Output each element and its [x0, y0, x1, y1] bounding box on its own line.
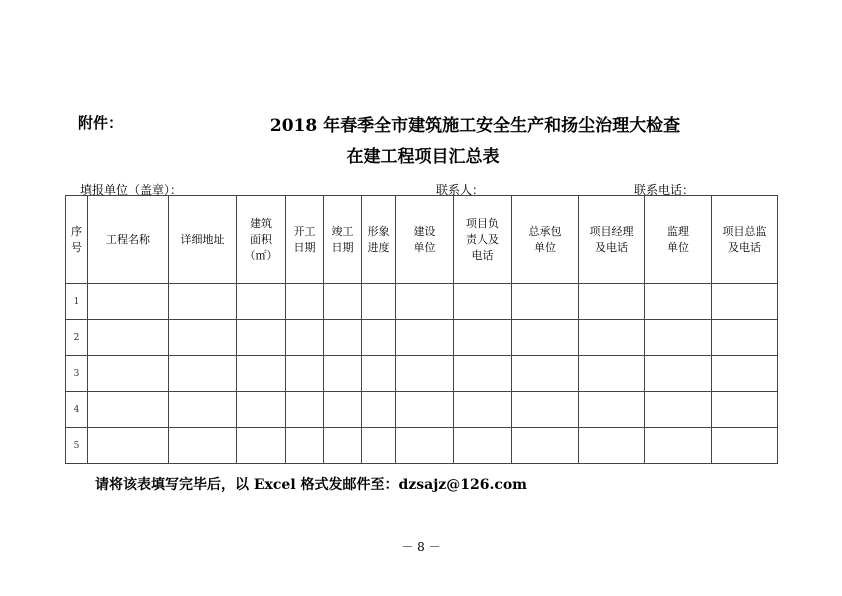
row-number: 1	[66, 284, 88, 320]
table-cell[interactable]	[88, 356, 169, 392]
table-cell[interactable]	[712, 392, 778, 428]
table-row	[66, 284, 778, 320]
table-header-row	[66, 196, 778, 284]
header-seq: 序 号	[66, 196, 88, 284]
table-cell[interactable]	[237, 392, 286, 428]
table-cell[interactable]	[712, 320, 778, 356]
table-cell[interactable]	[645, 356, 712, 392]
table-cell[interactable]	[396, 356, 454, 392]
table-cell[interactable]	[454, 428, 512, 464]
table-row	[66, 392, 778, 428]
header-general-contractor: 总承包 单位	[512, 196, 579, 284]
table-cell[interactable]	[579, 320, 645, 356]
header-completion-date: 竣工 日期	[324, 196, 362, 284]
header-area: 建筑 面积 （㎡）	[237, 196, 286, 284]
table-cell[interactable]	[579, 356, 645, 392]
table-cell[interactable]	[712, 284, 778, 320]
table-row	[66, 320, 778, 356]
table-cell[interactable]	[579, 284, 645, 320]
header-progress: 形象 进度	[362, 196, 396, 284]
table-cell[interactable]	[512, 428, 579, 464]
table-cell[interactable]	[286, 284, 324, 320]
table-row	[66, 428, 778, 464]
table-cell[interactable]	[645, 320, 712, 356]
header-address: 详细地址	[169, 196, 237, 284]
table-cell[interactable]	[169, 428, 237, 464]
table-cell[interactable]	[324, 392, 362, 428]
table-cell[interactable]	[286, 320, 324, 356]
document-title: 2018 年春季全市建筑施工安全生产和扬尘治理大检查	[269, 116, 681, 136]
table-cell[interactable]	[88, 320, 169, 356]
table-cell[interactable]	[512, 356, 579, 392]
header-start-date: 开工 日期	[286, 196, 324, 284]
header-project-name: 工程名称	[88, 196, 169, 284]
table-cell[interactable]	[362, 428, 396, 464]
table-cell[interactable]	[712, 356, 778, 392]
table-cell[interactable]	[88, 284, 169, 320]
header-project-lead: 项目负 责人及 电话	[454, 196, 512, 284]
row-number: 3	[66, 356, 88, 392]
table-cell[interactable]	[88, 428, 169, 464]
table-cell[interactable]	[712, 428, 778, 464]
table-cell[interactable]	[286, 392, 324, 428]
row-number: 2	[66, 320, 88, 356]
table-cell[interactable]	[362, 392, 396, 428]
fill-phone-label: 联系电话：	[634, 183, 695, 197]
table-cell[interactable]	[324, 284, 362, 320]
table-cell[interactable]	[362, 356, 396, 392]
header-project-manager: 项目经理 及电话	[579, 196, 645, 284]
table-cell[interactable]	[396, 428, 454, 464]
table-cell[interactable]	[579, 392, 645, 428]
table-cell[interactable]	[362, 320, 396, 356]
table-cell[interactable]	[324, 320, 362, 356]
table-cell[interactable]	[169, 320, 237, 356]
project-summary-table	[65, 195, 778, 464]
table-cell[interactable]	[169, 392, 237, 428]
fill-contact-label: 联系人：	[436, 183, 485, 197]
table-cell[interactable]	[286, 356, 324, 392]
table-cell[interactable]	[237, 428, 286, 464]
table-cell[interactable]	[645, 392, 712, 428]
table-cell[interactable]	[512, 392, 579, 428]
table-cell[interactable]	[454, 392, 512, 428]
table-row	[66, 356, 778, 392]
row-number: 5	[66, 428, 88, 464]
document-subtitle: 在建工程项目汇总表	[346, 147, 500, 167]
table-cell[interactable]	[286, 428, 324, 464]
table-cell[interactable]	[396, 392, 454, 428]
table-cell[interactable]	[645, 284, 712, 320]
table-cell[interactable]	[237, 320, 286, 356]
table-cell[interactable]	[454, 284, 512, 320]
table-cell[interactable]	[169, 356, 237, 392]
table-cell[interactable]	[396, 284, 454, 320]
attachment-label: 附件：	[78, 114, 124, 132]
table-cell[interactable]	[237, 356, 286, 392]
row-number: 4	[66, 392, 88, 428]
table-cell[interactable]	[512, 284, 579, 320]
header-supervisor: 监理 单位	[645, 196, 712, 284]
table-cell[interactable]	[324, 428, 362, 464]
header-builder: 建设 单位	[396, 196, 454, 284]
table-cell[interactable]	[579, 428, 645, 464]
table-cell[interactable]	[237, 284, 286, 320]
table-cell[interactable]	[169, 284, 237, 320]
table-cell[interactable]	[396, 320, 454, 356]
table-cell[interactable]	[362, 284, 396, 320]
table-cell[interactable]	[512, 320, 579, 356]
page-number: － 8 －	[401, 540, 441, 554]
table-cell[interactable]	[324, 356, 362, 392]
fill-unit-label: 填报单位（盖章）：	[80, 183, 183, 197]
submission-note: 请将该表填写完毕后，以 Excel 格式发邮件至：dzsajz@126.com	[95, 477, 527, 493]
table-cell[interactable]	[88, 392, 169, 428]
table-cell[interactable]	[454, 320, 512, 356]
table-cell[interactable]	[454, 356, 512, 392]
table-cell[interactable]	[645, 428, 712, 464]
header-chief-supervisor: 项目总监 及电话	[712, 196, 778, 284]
